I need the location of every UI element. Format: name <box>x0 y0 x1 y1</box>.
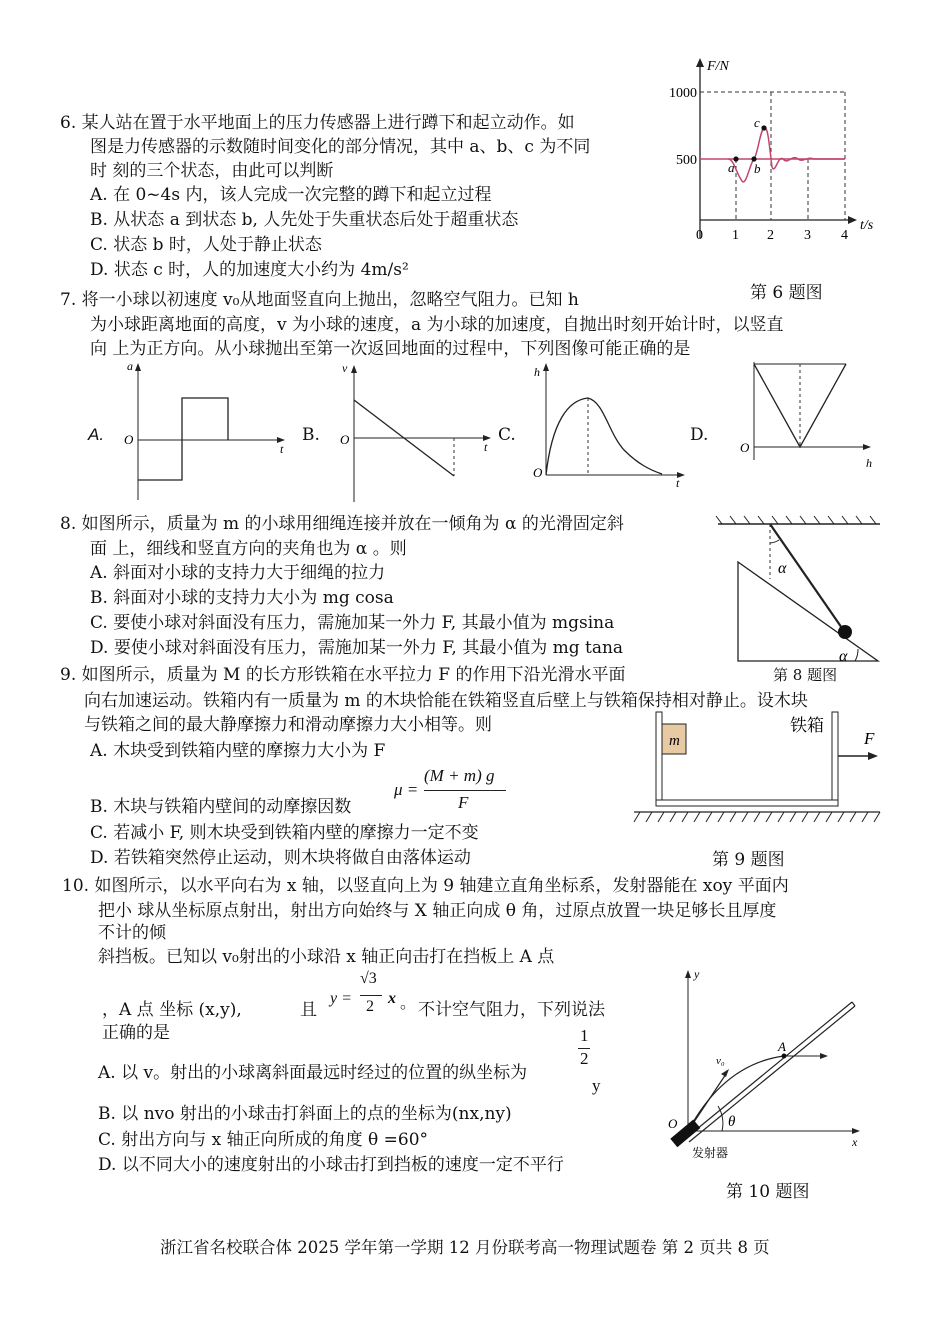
q7-graph-d <box>730 360 880 475</box>
q8-option-c: C. 要使小球对斜面没有压力，需施加某一外力 F, 其最小值为 mgsina <box>90 613 615 633</box>
q10-half-y: y <box>592 1076 601 1095</box>
q6-graph-tick-500: 500 <box>676 153 697 168</box>
q7-graph-c-y: h <box>534 365 540 379</box>
q10-equation-numerator: √3 <box>360 970 377 987</box>
q8-alpha-label: α <box>839 648 848 665</box>
q7-graph-a <box>120 360 290 510</box>
q6-caption: 第 6 题图 <box>750 283 823 303</box>
q8-stem: 面 上，细线和竖直方向的夹角也为 α 。则 <box>90 539 407 559</box>
q9-stem: 9. 如图所示，质量为 M 的长方形铁箱在水平拉力 F 的作用下沿光滑水平面 <box>60 665 626 685</box>
q10-equation-lhs: y = <box>330 990 352 1007</box>
q7-graph-b-origin: O <box>340 432 350 447</box>
q9-formula-lhs: μ = <box>394 780 419 799</box>
q7-graph-c-origin: O <box>533 465 543 480</box>
q6-option-a: A. 在 0~4s 内，该人完成一次完整的蹲下和起立过程 <box>90 185 492 205</box>
q7-graph-a-y: a <box>127 359 133 373</box>
q9-option-a: A. 木块受到铁箱内壁的摩擦力大小为 F <box>90 741 386 761</box>
q9-formula <box>394 766 514 816</box>
q8-stem: 8. 如图所示，质量为 m 的小球用细绳连接并放在一倾角为 α 的光滑固定斜 <box>60 514 624 534</box>
q7-graph-b <box>336 362 496 507</box>
q7-stem: 向 上为正方向。从小球抛出至第一次返回地面的过程中，下列图像可能正确的是 <box>90 339 691 359</box>
q9-formula-fraction-bar <box>424 790 506 791</box>
q7-graph-b-x: t <box>484 440 488 454</box>
q6-stem: 图是力传感器的示数随时间变化的部分情况，其中 a、b、c 为不同 <box>90 137 591 157</box>
q6-graph-tick-x3: 3 <box>804 228 811 243</box>
q10-velocity-label: v₀ <box>716 1055 725 1067</box>
q6-force-graph <box>669 55 895 255</box>
q7-label-d: D. <box>690 425 709 445</box>
q10-emitter-label: 发射器 <box>692 1146 729 1160</box>
q9-block-label: m <box>669 733 680 749</box>
q7-graph-d-origin: O <box>740 440 750 455</box>
q7-label-a: A. <box>88 425 105 444</box>
q6-graph-tick-x2: 2 <box>767 228 774 243</box>
q9-option-b: B. 木块与铁箱内壁间的动摩擦因数 <box>90 797 352 817</box>
q6-graph-x-label: t/s <box>860 218 874 233</box>
q6-option-d: D. 状态 c 时，人的加速度大小约为 4m/s² <box>90 260 409 280</box>
q10-half-numerator: 1 <box>580 1026 589 1045</box>
q6-stem: 时 刻的三个状态，由此可以判断 <box>90 161 334 181</box>
q6-graph-tick-x0: 0 <box>696 228 703 243</box>
q7-graph-a-origin: O <box>124 432 134 447</box>
q10-stem: 不计的倾 <box>98 923 166 943</box>
q10-half-fraction <box>578 1026 608 1098</box>
q9-box-label: 铁箱 <box>790 716 824 736</box>
q9-option-d: D. 若铁箱突然停止运动，则木块将做自由落体运动 <box>90 848 471 868</box>
q10-stem: 不计空气阻力，下列说法 <box>418 1000 605 1020</box>
q10-half-denominator: 2 <box>580 1049 589 1068</box>
q10-stem: ，A 点 坐标 (x,y), <box>102 1000 242 1020</box>
q8-option-a: A. 斜面对小球的支持力大于细绳的拉力 <box>90 563 386 583</box>
q10-option-d: D. 以不同大小的速度射出的小球击打到挡板的速度一定不平行 <box>98 1155 564 1175</box>
q9-stem: 与铁箱之间的最大静摩擦力和滑动摩擦力大小相等。则 <box>84 715 492 735</box>
q10-stem: 10. 如图所示，以水平向右为 x 轴，以竖直向上为 9 轴建立直角坐标系，发射器能在 xoy 平面内 <box>62 876 789 896</box>
q10-axis-x: x <box>852 1135 858 1149</box>
q9-option-c: C. 若减小 F, 则木块受到铁箱内壁的摩擦力一定不变 <box>90 823 479 843</box>
q6-stem: 6. 某人站在置于水平地面上的压力传感器上进行蹲下和起立动作。如 <box>60 113 575 133</box>
q10-origin: O <box>668 1116 678 1131</box>
q6-graph-point-c: c <box>754 115 760 130</box>
q8-option-b: B. 斜面对小球的支持力大小为 mg cosa <box>90 588 394 608</box>
q9-caption: 第 9 题图 <box>712 850 785 870</box>
q6-option-b: B. 从状态 a 到状态 b, 人先处于失重状态后处于超重状态 <box>90 210 519 230</box>
q7-graph-b-y: v <box>342 361 348 375</box>
q6-graph-point-a: a <box>728 160 735 175</box>
q8-option-d: D. 要使小球对斜面没有压力，需施加某一外力 F, 其最小值为 mg tana <box>90 638 624 658</box>
q9-force-label: F <box>864 729 875 748</box>
q7-label-c: C. <box>498 425 516 445</box>
page-footer: 浙江省名校联合体 2025 学年第一学期 12 月份联考高一物理试题卷 第 2 页共 8 页 <box>160 1238 770 1257</box>
q10-equation-fraction-bar <box>360 995 382 996</box>
q7-stem: 为小球距离地面的高度，v 为小球的速度，a 为小球的加速度，自抛出时刻开始计时，以竖直 <box>90 315 784 335</box>
q7-graph-a-x: t <box>280 442 284 456</box>
q10-stem: 把小 球从坐标原点射出，射出方向始终与 X 轴正向成 θ 角，过原点放置一块足够长且厚度 <box>98 901 777 921</box>
q10-equation-tail: 。 <box>400 995 417 1012</box>
q10-stem: 且 <box>300 1000 317 1020</box>
q9-iron-box-figure <box>632 712 882 827</box>
q10-theta-label: θ <box>728 1114 736 1130</box>
q10-caption: 第 10 题图 <box>726 1182 810 1202</box>
q6-graph-point-b: b <box>754 161 761 176</box>
q10-equation <box>330 970 417 1026</box>
q8-alpha-label: α <box>778 560 787 577</box>
q7-graph-c <box>530 362 690 490</box>
q8-caption: 第 8 题图 <box>773 666 838 684</box>
q7-graph-d-x: h <box>866 456 872 470</box>
q10-equation-denominator: 2 <box>366 998 374 1015</box>
q9-stem: 向右加速运动。铁箱内有一质量为 m 的木块恰能在铁箱竖直后壁上与铁箱保持相对静止。设木块 <box>84 691 808 711</box>
q6-graph-tick-1000: 1000 <box>669 86 697 101</box>
q10-stem: 斜挡板。已知以 v₀射出的小球沿 x 轴正向击打在挡板上 A 点 <box>98 947 555 967</box>
q6-graph-tick-x1: 1 <box>732 228 739 243</box>
q9-formula-denominator: F <box>458 793 469 812</box>
q10-option-a: A. 以 v。射出的小球离斜面最远时经过的位置的纵坐标为 <box>98 1063 528 1083</box>
q7-graph-c-x: t <box>676 476 680 490</box>
q8-incline-figure <box>712 515 887 665</box>
q10-launcher-figure <box>660 966 870 1166</box>
q7-label-b: B. <box>302 425 320 445</box>
q6-option-c: C. 状态 b 时，人处于静止状态 <box>90 235 322 255</box>
q10-option-b: B. 以 nvo 射出的小球击打斜面上的点的坐标为(nx,ny) <box>98 1104 512 1124</box>
q10-stem: 正确的是 <box>102 1023 170 1043</box>
q7-stem: 7. 将一小球以初速度 v₀从地面竖直向上抛出，忽略空气阻力。已知 h <box>60 290 579 310</box>
q10-equation-x: x <box>388 990 396 1007</box>
q9-formula-numerator: (M + m) g <box>424 766 495 785</box>
q10-option-c: C. 射出方向与 x 轴正向所成的角度 θ =60° <box>98 1130 429 1150</box>
q6-graph-y-label: F/N <box>707 59 729 74</box>
q6-graph-tick-x4: 4 <box>841 228 848 243</box>
q10-axis-y: y <box>694 967 700 981</box>
q10-point-a: A <box>778 1039 786 1054</box>
